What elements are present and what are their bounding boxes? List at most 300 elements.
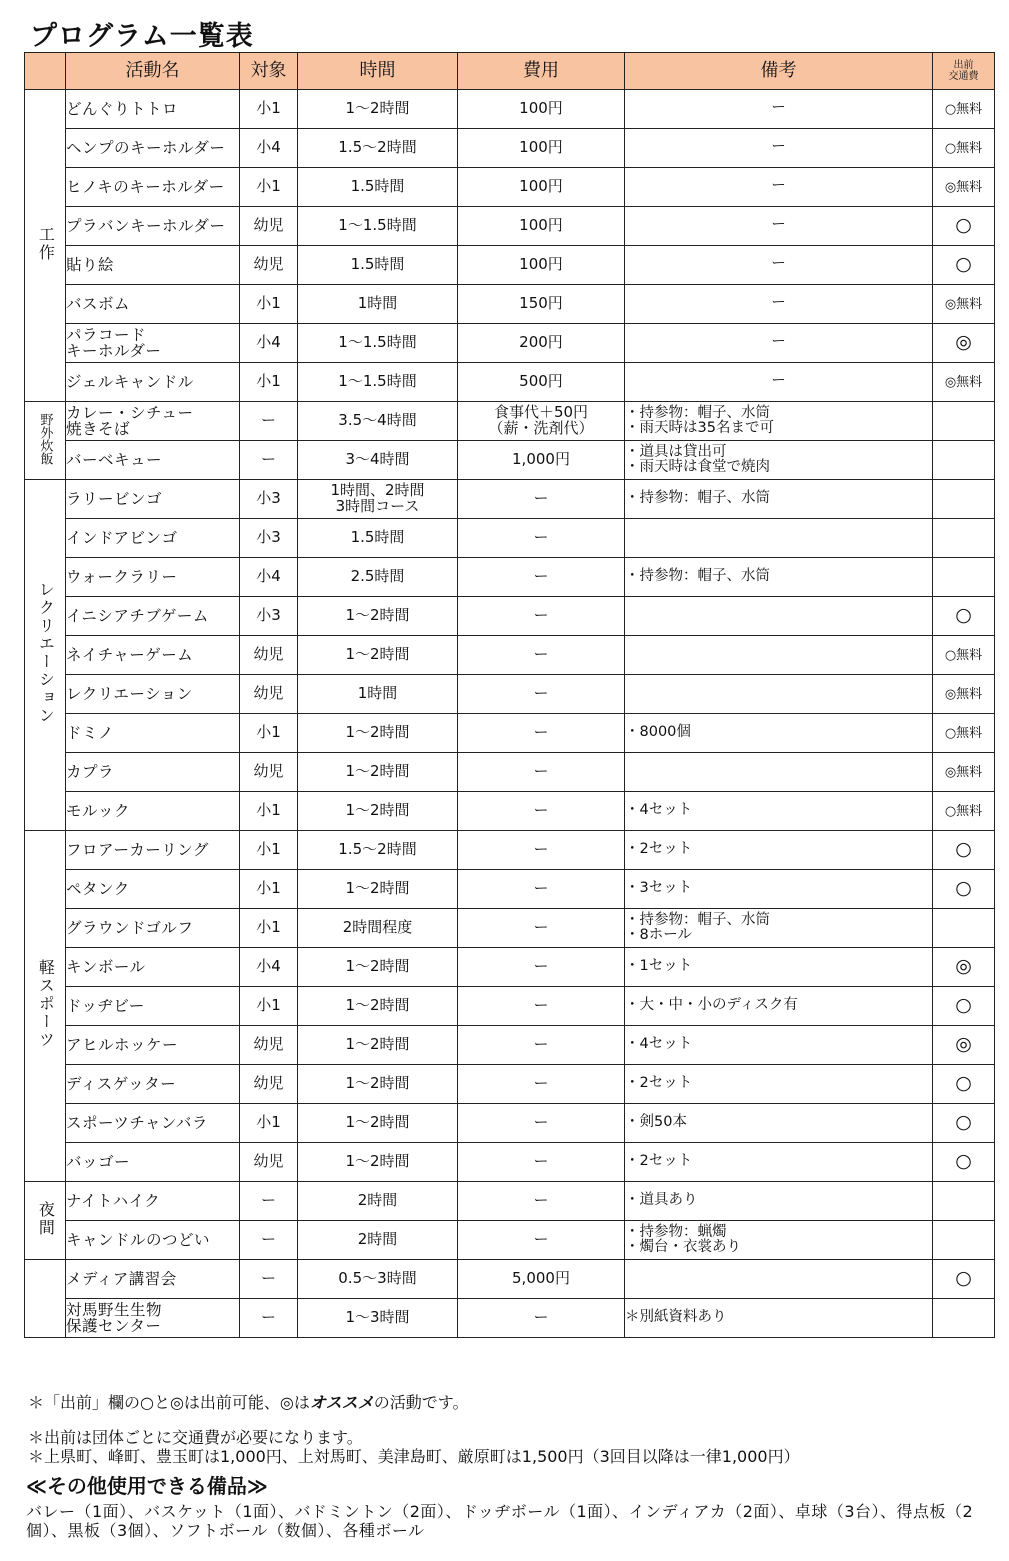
- table-row: [25, 207, 995, 246]
- duration: 1～1.5時間: [298, 207, 458, 246]
- duration: 1～2時間: [298, 636, 458, 675]
- delivery-mark-symbol: ○: [955, 877, 972, 900]
- target-age: 小4: [240, 948, 298, 987]
- notes: [625, 792, 933, 831]
- duration: 1～1.5時間: [298, 363, 458, 402]
- delivery-mark: [933, 1143, 995, 1182]
- note-line: ・8000個: [625, 724, 691, 741]
- delivery-mark-symbol: ◎無料: [944, 180, 983, 196]
- note-line: ー: [771, 295, 786, 312]
- target-age: 小1: [240, 90, 298, 129]
- duration: 1～2時間: [298, 597, 458, 636]
- duration: 1.5時間: [298, 168, 458, 207]
- cost: ー: [458, 636, 625, 675]
- cost: ー: [458, 1221, 625, 1260]
- duration: 1～2時間: [298, 792, 458, 831]
- target-age: 小4: [240, 324, 298, 363]
- delivery-mark-symbol: ◎: [955, 331, 972, 354]
- header-category: [25, 53, 66, 90]
- activity-name: ナイトハイク: [66, 1182, 240, 1221]
- cost: ー: [458, 1143, 625, 1182]
- activity-name: どんぐりトトロ: [66, 90, 240, 129]
- target-age: ー: [240, 1260, 298, 1299]
- notes: [625, 558, 933, 597]
- table-row: [25, 792, 995, 831]
- duration: 2時間: [298, 1221, 458, 1260]
- target-age: 幼児: [240, 636, 298, 675]
- target-age: 小1: [240, 870, 298, 909]
- target-age: 小4: [240, 558, 298, 597]
- duration: 3～4時間: [298, 441, 458, 480]
- duration: 1～2時間: [298, 1143, 458, 1182]
- table-row: [25, 675, 995, 714]
- activity-name: バーベキュー: [66, 441, 240, 480]
- note-line: ・剣50本: [625, 1114, 687, 1131]
- header-time: 時間: [298, 53, 458, 90]
- table-row: [25, 168, 995, 207]
- duration: 1～2時間: [298, 987, 458, 1026]
- target-age: 幼児: [240, 1065, 298, 1104]
- table-row: [25, 519, 995, 558]
- note-line: ー: [771, 178, 786, 195]
- target-age: ー: [240, 402, 298, 441]
- delivery-mark-symbol: ○無料: [944, 726, 983, 742]
- duration: 3.5～4時間: [298, 402, 458, 441]
- delivery-mark: [933, 363, 995, 402]
- note-line: ・8ホール: [625, 927, 692, 943]
- table-row: [25, 831, 995, 870]
- cost: 100円: [458, 246, 625, 285]
- equipment-heading: ≪その他使用できる備品≫: [26, 1474, 268, 1498]
- delivery-mark-symbol: ○: [955, 1267, 972, 1290]
- table-row: [25, 870, 995, 909]
- target-age: 小1: [240, 792, 298, 831]
- note-line: ー: [771, 100, 786, 117]
- target-age: 小3: [240, 597, 298, 636]
- activity-name: カレー・シチュー 焼きそば: [66, 402, 240, 441]
- notes: [625, 129, 933, 168]
- activity-name: プラバンキーホルダー: [66, 207, 240, 246]
- note-line: ・2セット: [625, 1153, 693, 1170]
- cost: ー: [458, 1065, 625, 1104]
- category-label: 工作: [36, 225, 56, 262]
- activity-name: ヘンプのキーホルダー: [66, 129, 240, 168]
- notes: [625, 1182, 933, 1221]
- target-age: 小3: [240, 480, 298, 519]
- delivery-mark: [933, 870, 995, 909]
- activity-name: 対馬野生生物 保護センター: [66, 1299, 240, 1338]
- activity-name: アヒルホッケー: [66, 1026, 240, 1065]
- delivery-mark-symbol: ○無料: [944, 648, 983, 664]
- delivery-mark: [933, 714, 995, 753]
- table-row: [25, 714, 995, 753]
- notes: [625, 1260, 933, 1299]
- notes: [625, 987, 933, 1026]
- recommend-emphasis: オススメ: [309, 1393, 374, 1412]
- footnote-transport-fee: ＊出前は団体ごとに交通費が必要になります。: [28, 1428, 363, 1447]
- duration: 1～2時間: [298, 870, 458, 909]
- notes: [625, 324, 933, 363]
- table-row: [25, 558, 995, 597]
- target-age: ー: [240, 441, 298, 480]
- cost: ー: [458, 675, 625, 714]
- activity-name: パラコード キーホルダー: [66, 324, 240, 363]
- delivery-mark-symbol: ◎無料: [944, 765, 983, 781]
- delivery-mark: [933, 129, 995, 168]
- note-line: ー: [771, 334, 786, 351]
- notes: [625, 90, 933, 129]
- delivery-mark: [933, 753, 995, 792]
- target-age: 小1: [240, 285, 298, 324]
- note-line: ・雨天時は食堂で焼肉: [625, 459, 770, 475]
- note-line: ー: [771, 139, 786, 156]
- table-row: [25, 597, 995, 636]
- delivery-mark: [933, 1065, 995, 1104]
- header-delivery: 出前 交通費: [933, 53, 995, 90]
- delivery-mark-symbol: ◎無料: [944, 687, 983, 703]
- duration: 1時間: [298, 285, 458, 324]
- footnote-delivery-marks: ＊「出前」欄の○と◎は出前可能、◎はオススメの活動です。: [28, 1393, 469, 1412]
- duration: 1～2時間: [298, 1104, 458, 1143]
- delivery-mark-symbol: ○無料: [944, 102, 983, 118]
- cost: 100円: [458, 129, 625, 168]
- notes: [625, 1299, 933, 1338]
- cost: 100円: [458, 207, 625, 246]
- delivery-mark-symbol: ◎: [955, 955, 972, 978]
- activity-name: ネイチャーゲーム: [66, 636, 240, 675]
- cost: ー: [458, 948, 625, 987]
- table-row: [25, 363, 995, 402]
- cost: ー: [458, 480, 625, 519]
- notes: [625, 207, 933, 246]
- category-cell: [25, 90, 66, 402]
- delivery-mark: [933, 597, 995, 636]
- delivery-mark: [933, 558, 995, 597]
- delivery-mark-symbol: ○: [955, 214, 972, 237]
- table-row: [25, 1182, 995, 1221]
- cost: 100円: [458, 90, 625, 129]
- cost: ー: [458, 831, 625, 870]
- duration: 1.5時間: [298, 519, 458, 558]
- category-label: 軽スポーツ: [36, 959, 56, 1050]
- delivery-mark-symbol: ○: [955, 604, 972, 627]
- notes: [625, 480, 933, 519]
- note-line: ー: [771, 217, 786, 234]
- note-line: ・大・中・小のディスク有: [625, 997, 798, 1014]
- duration: 1時間: [298, 675, 458, 714]
- activity-name: イニシアチブゲーム: [66, 597, 240, 636]
- cost: 150円: [458, 285, 625, 324]
- delivery-mark-symbol: ○: [955, 253, 972, 276]
- activity-name: カプラ: [66, 753, 240, 792]
- delivery-mark: [933, 90, 995, 129]
- table-row: [25, 636, 995, 675]
- delivery-mark: [933, 1221, 995, 1260]
- delivery-mark: [933, 168, 995, 207]
- target-age: ー: [240, 1299, 298, 1338]
- delivery-mark: [933, 1026, 995, 1065]
- note-line: ・燭台・衣裳あり: [625, 1239, 741, 1255]
- delivery-mark: [933, 1182, 995, 1221]
- activity-name: フロアーカーリング: [66, 831, 240, 870]
- activity-name: モルック: [66, 792, 240, 831]
- cost: ー: [458, 1104, 625, 1143]
- table-row: [25, 1260, 995, 1299]
- table-row: [25, 1065, 995, 1104]
- notes: [625, 1143, 933, 1182]
- delivery-mark-symbol: ○: [955, 1072, 972, 1095]
- program-table: [24, 52, 995, 1338]
- cost: 200円: [458, 324, 625, 363]
- delivery-mark: [933, 987, 995, 1026]
- notes: [625, 753, 933, 792]
- duration: 2.5時間: [298, 558, 458, 597]
- note-line: ・4セット: [625, 1036, 693, 1053]
- duration: 1.5～2時間: [298, 129, 458, 168]
- table-header-row: [25, 53, 995, 90]
- duration: 1～3時間: [298, 1299, 458, 1338]
- delivery-mark-symbol: ○: [955, 1111, 972, 1134]
- cost: ー: [458, 1182, 625, 1221]
- target-age: 幼児: [240, 246, 298, 285]
- delivery-mark: [933, 480, 995, 519]
- delivery-mark: [933, 285, 995, 324]
- duration: 1～2時間: [298, 90, 458, 129]
- notes: [625, 441, 933, 480]
- notes: [625, 246, 933, 285]
- cost: ー: [458, 987, 625, 1026]
- delivery-mark: [933, 441, 995, 480]
- activity-name: キャンドルのつどい: [66, 1221, 240, 1260]
- notes: [625, 675, 933, 714]
- table-row: [25, 987, 995, 1026]
- note-line: ・持参物：帽子、水筒: [625, 911, 770, 928]
- note-line: ・持参物：蝋燭: [625, 1223, 727, 1240]
- notes: [625, 1026, 933, 1065]
- duration: 2時間: [298, 1182, 458, 1221]
- note-line: ＊別紙資料あり: [625, 1309, 727, 1326]
- delivery-mark-symbol: ◎無料: [944, 375, 983, 391]
- notes: [625, 597, 933, 636]
- header-name: 活動名: [66, 53, 240, 90]
- target-age: 幼児: [240, 675, 298, 714]
- table-row: [25, 753, 995, 792]
- duration: 2時間程度: [298, 909, 458, 948]
- activity-name: ペタンク: [66, 870, 240, 909]
- cost: ー: [458, 753, 625, 792]
- activity-name: ヒノキのキーホルダー: [66, 168, 240, 207]
- target-age: ー: [240, 1182, 298, 1221]
- notes: [625, 636, 933, 675]
- delivery-mark-symbol: ◎: [955, 1033, 972, 1056]
- table-row: [25, 1221, 995, 1260]
- category-label: レクリエーション: [36, 581, 56, 726]
- duration: 1～2時間: [298, 714, 458, 753]
- notes: [625, 168, 933, 207]
- target-age: 幼児: [240, 753, 298, 792]
- activity-name: 貼り絵: [66, 246, 240, 285]
- notes: [625, 1065, 933, 1104]
- note-line: ・道具あり: [625, 1192, 698, 1209]
- delivery-mark: [933, 246, 995, 285]
- delivery-mark: [933, 831, 995, 870]
- header-notes: 備考: [625, 53, 933, 90]
- activity-name: ラリービンゴ: [66, 480, 240, 519]
- delivery-mark: [933, 675, 995, 714]
- header-cost: 費用: [458, 53, 625, 90]
- delivery-mark-symbol: ◎無料: [944, 297, 983, 313]
- note-line: ー: [771, 256, 786, 273]
- note-line: ・持参物：帽子、水筒: [625, 404, 770, 421]
- table-row: [25, 129, 995, 168]
- page-title: プログラム一覧表: [30, 21, 254, 52]
- duration: 1～2時間: [298, 753, 458, 792]
- activity-name: バスボム: [66, 285, 240, 324]
- notes: [625, 1221, 933, 1260]
- note-line: ー: [771, 373, 786, 390]
- activity-name: バッゴー: [66, 1143, 240, 1182]
- table-row: [25, 480, 995, 519]
- cost: 100円: [458, 168, 625, 207]
- category-cell: [25, 1260, 66, 1338]
- note-line: ・2セット: [625, 1075, 693, 1092]
- delivery-mark: [933, 519, 995, 558]
- table-row: [25, 1143, 995, 1182]
- cost: ー: [458, 870, 625, 909]
- delivery-mark: [933, 636, 995, 675]
- duration: 1.5～2時間: [298, 831, 458, 870]
- delivery-mark-symbol: ○無料: [944, 141, 983, 157]
- header-target: 対象: [240, 53, 298, 90]
- notes: [625, 363, 933, 402]
- table-row: [25, 1104, 995, 1143]
- cost: ー: [458, 909, 625, 948]
- activity-name: レクリエーション: [66, 675, 240, 714]
- target-age: 小1: [240, 831, 298, 870]
- notes: [625, 285, 933, 324]
- cost: ー: [458, 597, 625, 636]
- cost: ー: [458, 558, 625, 597]
- table-row: [25, 1299, 995, 1338]
- table-row: [25, 324, 995, 363]
- table-row: [25, 948, 995, 987]
- cost: 食事代＋50円 （薪・洗剤代）: [458, 402, 625, 441]
- target-age: 小1: [240, 363, 298, 402]
- cost: ー: [458, 714, 625, 753]
- cost: ー: [458, 792, 625, 831]
- notes: [625, 870, 933, 909]
- delivery-mark: [933, 324, 995, 363]
- cost: 500円: [458, 363, 625, 402]
- note-line: ・持参物：帽子、水筒: [625, 568, 770, 585]
- notes: [625, 1104, 933, 1143]
- table-row: [25, 1026, 995, 1065]
- category-cell: [25, 1182, 66, 1260]
- target-age: 幼児: [240, 1143, 298, 1182]
- duration: 1.5時間: [298, 246, 458, 285]
- target-age: 小3: [240, 519, 298, 558]
- table-row: [25, 402, 995, 441]
- cost: ー: [458, 1026, 625, 1065]
- target-age: 小1: [240, 168, 298, 207]
- notes: [625, 831, 933, 870]
- notes: [625, 948, 933, 987]
- target-age: 小1: [240, 1104, 298, 1143]
- duration: 1～2時間: [298, 1065, 458, 1104]
- cost: ー: [458, 519, 625, 558]
- activity-name: ジェルキャンドル: [66, 363, 240, 402]
- activity-name: ドッヂビー: [66, 987, 240, 1026]
- table-row: [25, 90, 995, 129]
- notes: [625, 519, 933, 558]
- note-line: ・道具は貸出可: [625, 443, 727, 460]
- delivery-mark-symbol: ○: [955, 838, 972, 861]
- category-label: 夜間: [36, 1200, 56, 1237]
- notes: [625, 402, 933, 441]
- table-row: [25, 246, 995, 285]
- delivery-mark-symbol: ○: [955, 1150, 972, 1173]
- delivery-mark: [933, 1299, 995, 1338]
- note-line: ・3セット: [625, 880, 693, 897]
- delivery-mark: [933, 792, 995, 831]
- duration: 1～1.5時間: [298, 324, 458, 363]
- cost: 1,000円: [458, 441, 625, 480]
- delivery-mark-symbol: ○無料: [944, 804, 983, 820]
- delivery-mark: [933, 1104, 995, 1143]
- activity-name: ディスゲッター: [66, 1065, 240, 1104]
- activity-name: スポーツチャンバラ: [66, 1104, 240, 1143]
- equipment-list: バレー（1面）、バスケット（1面）、バドミントン（2面）、ドッヂボール（1面）、インディアカ（2面）、卓球（3台）、得点板（2個）、黒板（3個）、ソフトボール（数個）、各種ボール: [26, 1502, 974, 1541]
- note-line: ・雨天時は35名まで可: [625, 420, 774, 436]
- duration: 1～2時間: [298, 1026, 458, 1065]
- target-age: 幼児: [240, 1026, 298, 1065]
- note-line: ・1セット: [625, 958, 693, 975]
- delivery-mark: [933, 909, 995, 948]
- table-row: [25, 285, 995, 324]
- activity-name: インドアビンゴ: [66, 519, 240, 558]
- duration: 1～2時間: [298, 948, 458, 987]
- category-cell: [25, 831, 66, 1182]
- target-age: 小4: [240, 129, 298, 168]
- activity-name: グラウンドゴルフ: [66, 909, 240, 948]
- target-age: 幼児: [240, 207, 298, 246]
- note-line: ・4セット: [625, 802, 693, 819]
- notes: [625, 714, 933, 753]
- delivery-mark-symbol: ○: [955, 994, 972, 1017]
- note-line: ・2セット: [625, 841, 693, 858]
- target-age: 小1: [240, 987, 298, 1026]
- delivery-mark: [933, 948, 995, 987]
- target-age: 小1: [240, 714, 298, 753]
- delivery-mark: [933, 1260, 995, 1299]
- note-line: ・持参物：帽子、水筒: [625, 490, 770, 507]
- delivery-mark: [933, 207, 995, 246]
- category-cell: [25, 402, 66, 480]
- activity-name: キンボール: [66, 948, 240, 987]
- activity-name: ウォークラリー: [66, 558, 240, 597]
- footnote-fee-by-town: ＊上県町、峰町、豊玉町は1,000円、上対馬町、美津島町、厳原町は1,500円（3回目以降は一律1,000円）: [28, 1447, 800, 1466]
- table-row: [25, 441, 995, 480]
- cost: 5,000円: [458, 1260, 625, 1299]
- cost: ー: [458, 1299, 625, 1338]
- duration: 0.5～3時間: [298, 1260, 458, 1299]
- activity-name: メディア講習会: [66, 1260, 240, 1299]
- delivery-mark: [933, 402, 995, 441]
- duration: 1時間、2時間 3時間コース: [298, 480, 458, 519]
- category-cell: [25, 480, 66, 831]
- table-row: [25, 909, 995, 948]
- target-age: 小1: [240, 909, 298, 948]
